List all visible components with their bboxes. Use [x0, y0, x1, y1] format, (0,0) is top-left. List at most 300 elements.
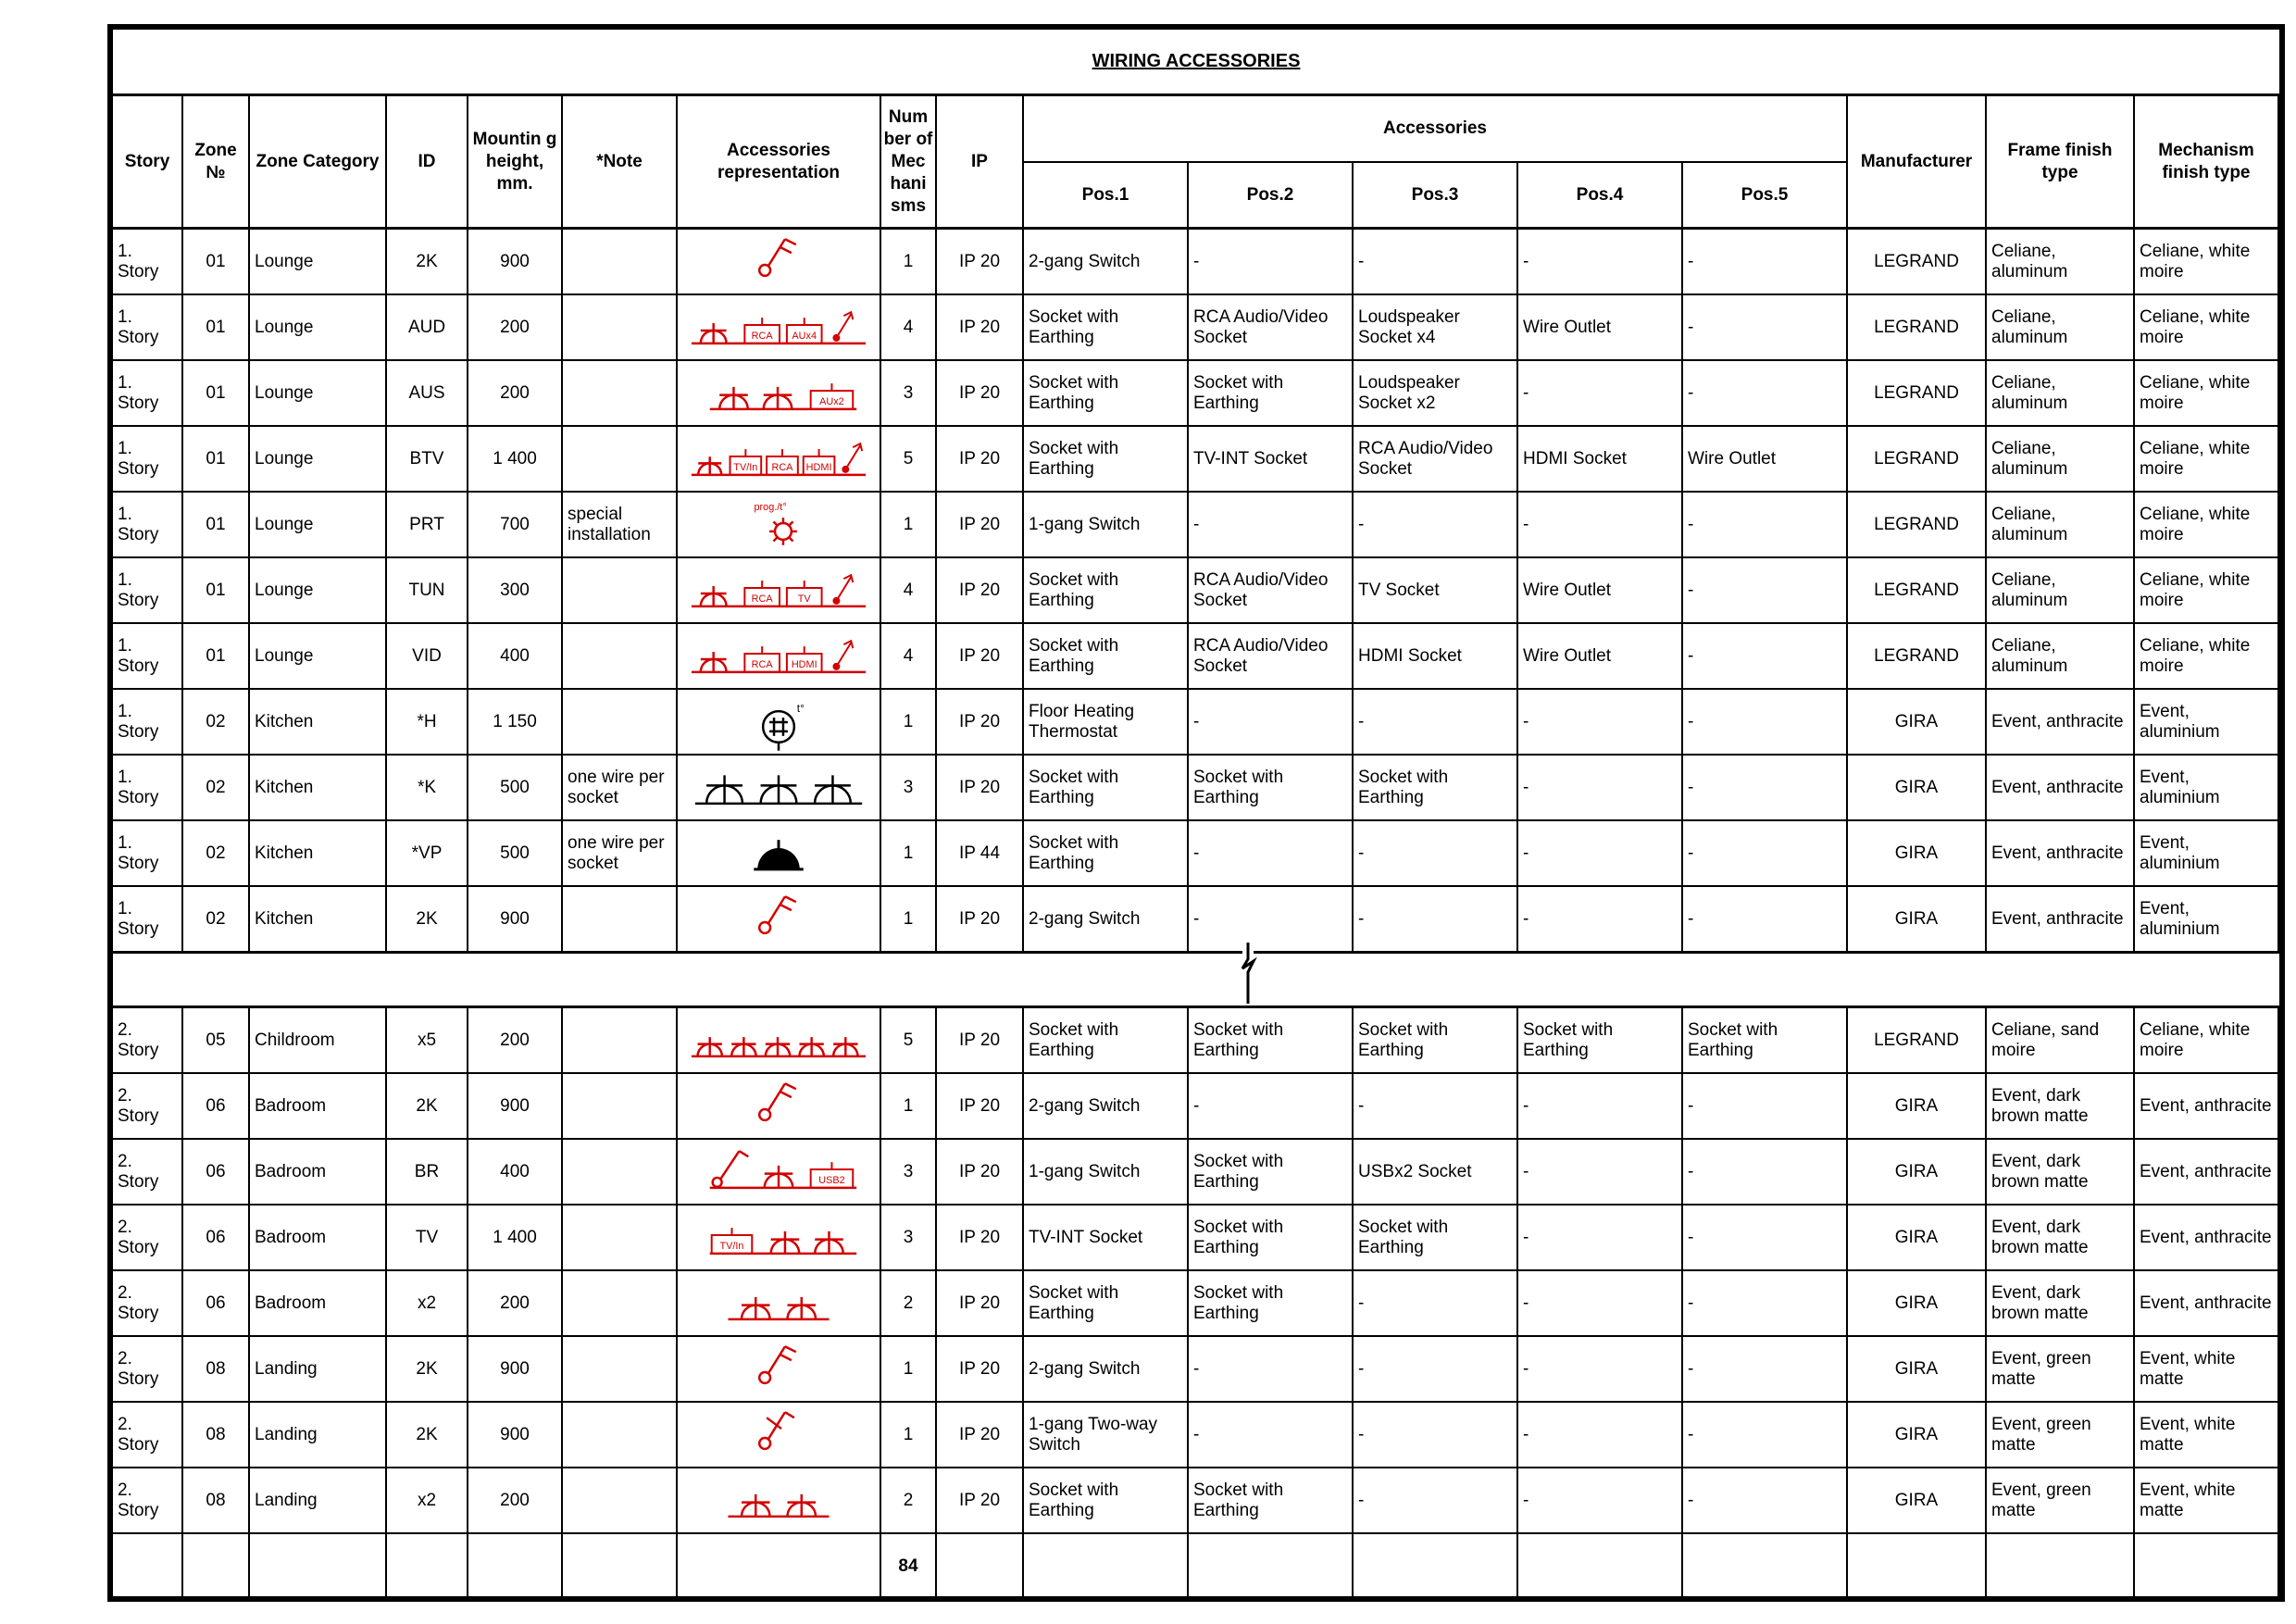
cell-manufacturer: GIRA: [1848, 756, 1987, 819]
cell-p4: -: [1683, 1271, 1848, 1335]
cell-category: Lounge: [250, 427, 387, 491]
cell-id: 2K: [387, 1403, 468, 1467]
cell-p0: 1-gang Two-way Switch: [1024, 1403, 1189, 1467]
cell-p1: RCA Audio/Video Socket: [1189, 295, 1354, 359]
total-empty-cell: [678, 1534, 881, 1598]
header-id: ID: [387, 96, 468, 230]
cell-ip: IP 20: [937, 1468, 1024, 1532]
total-empty-cell: [937, 1534, 1024, 1598]
cell-mech: 1: [881, 1337, 937, 1401]
cell-p0: Socket with Earthing: [1024, 1008, 1189, 1072]
cell-ip: IP 20: [937, 1008, 1024, 1072]
cell-p3: -: [1518, 1337, 1683, 1401]
cell-id: *K: [387, 756, 468, 819]
cell-height: 400: [468, 1140, 563, 1204]
total-empty-cell: [183, 1534, 250, 1598]
cell-height: 500: [468, 821, 563, 885]
cell-p4: -: [1683, 821, 1848, 885]
cell-note: [563, 1008, 678, 1072]
cell-p0: TV-INT Socket: [1024, 1206, 1189, 1269]
svg-text:TV/In: TV/In: [719, 1240, 744, 1252]
cell-zone: 01: [183, 558, 250, 622]
cell-id: *VP: [387, 821, 468, 885]
cell-frame: Celiane, aluminum: [1987, 361, 2135, 425]
cell-frame: Celiane, aluminum: [1987, 295, 2135, 359]
cell-p3: -: [1518, 361, 1683, 425]
cell-p3: -: [1518, 887, 1683, 951]
cell-height: 200: [468, 295, 563, 359]
cell-note: [563, 1074, 678, 1138]
cell-category: Badroom: [250, 1074, 387, 1138]
total-empty-cell: [387, 1534, 468, 1598]
switch2-symbol-icon: [678, 1337, 881, 1401]
cell-ip: IP 20: [937, 1074, 1024, 1138]
total-empty-cell: [1987, 1534, 2135, 1598]
cell-frame: Event, green matte: [1987, 1403, 2135, 1467]
cell-ip: IP 20: [937, 230, 1024, 294]
cell-p0: Socket with Earthing: [1024, 821, 1189, 885]
cell-height: 700: [468, 493, 563, 556]
cell-height: 1 400: [468, 427, 563, 491]
cell-zone: 02: [183, 690, 250, 754]
cell-note: [563, 1271, 678, 1335]
cell-id: AUS: [387, 361, 468, 425]
header-frame: Frame finish type: [1987, 96, 2135, 230]
vp-symbol-icon: [678, 821, 881, 885]
cell-frame: Event, anthracite: [1987, 756, 2135, 819]
cell-p4: -: [1683, 295, 1848, 359]
table-row: [113, 624, 2279, 690]
cell-zone: 06: [183, 1074, 250, 1138]
cell-category: Lounge: [250, 624, 387, 688]
x5-symbol-icon: [678, 1008, 881, 1072]
cell-note: one wire per socket: [563, 821, 678, 885]
cell-p0: 2-gang Switch: [1024, 230, 1189, 294]
cell-id: 2K: [387, 887, 468, 951]
cell-frame: Event, green matte: [1987, 1337, 2135, 1401]
cell-ip: IP 20: [937, 1206, 1024, 1269]
k3-symbol-icon: [678, 756, 881, 819]
cell-manufacturer: GIRA: [1848, 821, 1987, 885]
cell-p4: -: [1683, 1140, 1848, 1204]
cell-manufacturer: LEGRAND: [1848, 493, 1987, 556]
cell-p4: -: [1683, 1403, 1848, 1467]
cell-p2: HDMI Socket: [1354, 624, 1518, 688]
cell-ip: IP 20: [937, 558, 1024, 622]
cell-story: 2. Story: [113, 1206, 183, 1269]
cell-ip: IP 20: [937, 1140, 1024, 1204]
svg-text:RCA: RCA: [751, 658, 773, 670]
cell-frame: Event, anthracite: [1987, 690, 2135, 754]
table-row: [113, 1403, 2279, 1468]
svg-text:TV/In: TV/In: [733, 461, 758, 473]
cell-p2: -: [1354, 1468, 1518, 1532]
cell-zone: 01: [183, 427, 250, 491]
cell-category: Childroom: [250, 1008, 387, 1072]
header-zone: Zone №: [183, 96, 250, 230]
cell-zone: 08: [183, 1337, 250, 1401]
cell-zone: 01: [183, 361, 250, 425]
cell-story: 2. Story: [113, 1337, 183, 1401]
cell-zone: 02: [183, 887, 250, 951]
cell-note: [563, 690, 678, 754]
cell-story: 2. Story: [113, 1468, 183, 1532]
cell-id: x2: [387, 1468, 468, 1532]
cell-mechanism: Celiane, white moire: [2135, 361, 2279, 425]
cell-frame: Event, dark brown matte: [1987, 1140, 2135, 1204]
cell-p1: Socket with Earthing: [1189, 1008, 1354, 1072]
table-row: [113, 1337, 2279, 1403]
cell-category: Lounge: [250, 493, 387, 556]
cell-p1: Socket with Earthing: [1189, 1271, 1354, 1335]
cell-manufacturer: GIRA: [1848, 1140, 1987, 1204]
cell-p2: -: [1354, 1403, 1518, 1467]
cell-mech: 5: [881, 427, 937, 491]
cell-p1: -: [1189, 690, 1354, 754]
cell-p1: -: [1189, 1337, 1354, 1401]
cell-story: 2. Story: [113, 1271, 183, 1335]
cell-mech: 4: [881, 295, 937, 359]
cell-p4: Wire Outlet: [1683, 427, 1848, 491]
table-row: [113, 558, 2279, 624]
header-pos3: Pos.3: [1354, 163, 1518, 230]
cell-p3: -: [1518, 1403, 1683, 1467]
svg-text:AUx2: AUx2: [819, 395, 844, 407]
cell-id: AUD: [387, 295, 468, 359]
cell-frame: Event, dark brown matte: [1987, 1271, 2135, 1335]
total-empty-cell: [1683, 1534, 1848, 1598]
cell-p0: 2-gang Switch: [1024, 1337, 1189, 1401]
cell-p4: Socket with Earthing: [1683, 1008, 1848, 1072]
total-empty-cell: [1518, 1534, 1683, 1598]
svg-text:HDMI: HDMI: [791, 658, 817, 670]
table-row: [113, 493, 2279, 558]
twoway-symbol-icon: [678, 1403, 881, 1467]
cell-story: 1. Story: [113, 558, 183, 622]
cell-manufacturer: GIRA: [1848, 1468, 1987, 1532]
aud-symbol-icon: [678, 295, 881, 359]
cell-p3: -: [1518, 1206, 1683, 1269]
cell-zone: 02: [183, 821, 250, 885]
table-break-gap: [113, 951, 2279, 1008]
cell-mech: 1: [881, 821, 937, 885]
total-empty-cell: [563, 1534, 678, 1598]
cell-id: 2K: [387, 1074, 468, 1138]
cell-frame: Celiane, aluminum: [1987, 427, 2135, 491]
cell-height: 900: [468, 1403, 563, 1467]
total-empty-cell: [1024, 1534, 1189, 1598]
cell-frame: Event, anthracite: [1987, 821, 2135, 885]
cell-p2: -: [1354, 230, 1518, 294]
total-empty-cell: [250, 1534, 387, 1598]
cell-p0: 2-gang Switch: [1024, 887, 1189, 951]
cell-mechanism: Event, white matte: [2135, 1337, 2279, 1401]
cell-id: TV: [387, 1206, 468, 1269]
cell-frame: Event, dark brown matte: [1987, 1074, 2135, 1138]
header-pos1: Pos.1: [1024, 163, 1189, 230]
cell-p3: Wire Outlet: [1518, 295, 1683, 359]
cell-height: 400: [468, 624, 563, 688]
cell-p1: -: [1189, 1074, 1354, 1138]
cell-p2: -: [1354, 821, 1518, 885]
cell-ip: IP 20: [937, 361, 1024, 425]
cell-ip: IP 20: [937, 624, 1024, 688]
prog-symbol-icon: [678, 493, 881, 556]
total-empty-cell: [2135, 1534, 2279, 1598]
cell-id: PRT: [387, 493, 468, 556]
cell-mech: 5: [881, 1008, 937, 1072]
table-row: [113, 427, 2279, 493]
cell-ip: IP 44: [937, 821, 1024, 885]
btv-symbol-icon: [678, 427, 881, 491]
header-story: Story: [113, 96, 183, 230]
cell-zone: 02: [183, 756, 250, 819]
cell-frame: Celiane, aluminum: [1987, 230, 2135, 294]
cell-note: [563, 887, 678, 951]
cell-category: Badroom: [250, 1271, 387, 1335]
cell-mechanism: Celiane, white moire: [2135, 427, 2279, 491]
cell-mechanism: Event, aluminium: [2135, 690, 2279, 754]
cell-p0: 2-gang Switch: [1024, 1074, 1189, 1138]
cell-story: 1. Story: [113, 427, 183, 491]
cell-category: Lounge: [250, 558, 387, 622]
cell-p4: -: [1683, 624, 1848, 688]
cell-p0: 1-gang Switch: [1024, 1140, 1189, 1204]
cell-manufacturer: LEGRAND: [1848, 295, 1987, 359]
table-row: [113, 1140, 2279, 1206]
cell-ip: IP 20: [937, 1337, 1024, 1401]
cell-p0: Socket with Earthing: [1024, 295, 1189, 359]
cell-story: 1. Story: [113, 887, 183, 951]
cell-mechanism: Event, anthracite: [2135, 1074, 2279, 1138]
cell-category: Landing: [250, 1468, 387, 1532]
cell-p4: -: [1683, 1206, 1848, 1269]
cell-p1: -: [1189, 1403, 1354, 1467]
cell-mech: 4: [881, 558, 937, 622]
header-mech: Num ber of Mec hani sms: [881, 96, 937, 230]
total-empty-cell: [1189, 1534, 1354, 1598]
cell-id: BR: [387, 1140, 468, 1204]
cell-p2: -: [1354, 1337, 1518, 1401]
cell-zone: 08: [183, 1403, 250, 1467]
cell-p3: -: [1518, 493, 1683, 556]
cell-manufacturer: GIRA: [1848, 1206, 1987, 1269]
cell-manufacturer: GIRA: [1848, 887, 1987, 951]
cell-p3: -: [1518, 690, 1683, 754]
cell-manufacturer: LEGRAND: [1848, 1008, 1987, 1072]
cell-p4: -: [1683, 1468, 1848, 1532]
cell-mechanism: Celiane, white moire: [2135, 230, 2279, 294]
cell-frame: Celiane, aluminum: [1987, 624, 2135, 688]
svg-text:RCA: RCA: [751, 593, 773, 605]
switch2-symbol-icon: [678, 230, 881, 294]
cell-story: 2. Story: [113, 1074, 183, 1138]
cell-height: 200: [468, 1008, 563, 1072]
cell-note: [563, 427, 678, 491]
cell-manufacturer: LEGRAND: [1848, 558, 1987, 622]
cell-mechanism: Event, anthracite: [2135, 1206, 2279, 1269]
svg-text:USB2: USB2: [818, 1174, 845, 1186]
cell-zone: 01: [183, 493, 250, 556]
total-empty-cell: [113, 1534, 183, 1598]
cell-height: 900: [468, 230, 563, 294]
wiring-accessories-sheet: [107, 24, 2285, 1602]
total-mechanisms: 84: [881, 1534, 937, 1598]
svg-text:TV: TV: [797, 593, 811, 605]
cell-frame: Celiane, sand moire: [1987, 1008, 2135, 1072]
cell-p2: Socket with Earthing: [1354, 1008, 1518, 1072]
cell-story: 1. Story: [113, 230, 183, 294]
cell-story: 1. Story: [113, 624, 183, 688]
svg-text:RCA: RCA: [771, 461, 793, 473]
cell-ip: IP 20: [937, 493, 1024, 556]
cell-category: Lounge: [250, 295, 387, 359]
cell-mech: 2: [881, 1271, 937, 1335]
cell-p1: Socket with Earthing: [1189, 756, 1354, 819]
tv-symbol-icon: [678, 1206, 881, 1269]
cell-manufacturer: LEGRAND: [1848, 624, 1987, 688]
cell-story: 1. Story: [113, 295, 183, 359]
cell-id: BTV: [387, 427, 468, 491]
cell-category: Kitchen: [250, 887, 387, 951]
cell-p1: Socket with Earthing: [1189, 1140, 1354, 1204]
header-pos5: Pos.5: [1683, 163, 1848, 230]
cell-ip: IP 20: [937, 295, 1024, 359]
cell-zone: 08: [183, 1468, 250, 1532]
cell-height: 500: [468, 756, 563, 819]
cell-category: Kitchen: [250, 690, 387, 754]
cell-p1: -: [1189, 493, 1354, 556]
cell-height: 1 400: [468, 1206, 563, 1269]
cell-zone: 06: [183, 1206, 250, 1269]
cell-note: [563, 1206, 678, 1269]
cell-zone: 01: [183, 295, 250, 359]
cell-p1: RCA Audio/Video Socket: [1189, 558, 1354, 622]
cell-note: [563, 558, 678, 622]
svg-text:t°: t°: [796, 701, 805, 715]
cell-p2: Loudspeaker Socket x4: [1354, 295, 1518, 359]
table-row: [113, 756, 2279, 821]
cell-mechanism: Event, aluminium: [2135, 821, 2279, 885]
cell-p2: USBx2 Socket: [1354, 1140, 1518, 1204]
cell-p1: -: [1189, 821, 1354, 885]
cell-ip: IP 20: [937, 1271, 1024, 1335]
header-manufacturer: Manufacturer: [1848, 96, 1987, 230]
cell-category: Lounge: [250, 361, 387, 425]
cell-height: 900: [468, 887, 563, 951]
cell-note: [563, 1140, 678, 1204]
cell-mech: 2: [881, 1468, 937, 1532]
cell-id: *H: [387, 690, 468, 754]
switch2-symbol-icon: [678, 1074, 881, 1138]
cell-category: Badroom: [250, 1140, 387, 1204]
cell-p0: Socket with Earthing: [1024, 1271, 1189, 1335]
cell-category: Badroom: [250, 1206, 387, 1269]
cell-p1: TV-INT Socket: [1189, 427, 1354, 491]
cell-id: x2: [387, 1271, 468, 1335]
cell-p2: -: [1354, 1271, 1518, 1335]
cell-note: [563, 230, 678, 294]
cell-p2: -: [1354, 1074, 1518, 1138]
cell-p4: -: [1683, 493, 1848, 556]
cell-note: [563, 295, 678, 359]
cell-note: special installation: [563, 493, 678, 556]
cell-story: 2. Story: [113, 1403, 183, 1467]
cell-p0: 1-gang Switch: [1024, 493, 1189, 556]
cell-p3: -: [1518, 756, 1683, 819]
cell-mech: 3: [881, 756, 937, 819]
cell-category: Lounge: [250, 230, 387, 294]
cell-mech: 3: [881, 1140, 937, 1204]
svg-text:prog./t°: prog./t°: [754, 501, 787, 513]
thermo-symbol-icon: [678, 690, 881, 754]
cell-p1: -: [1189, 887, 1354, 951]
cell-mech: 1: [881, 690, 937, 754]
cell-mech: 3: [881, 1206, 937, 1269]
cell-p1: Socket with Earthing: [1189, 1468, 1354, 1532]
cell-ip: IP 20: [937, 887, 1024, 951]
cell-category: Kitchen: [250, 821, 387, 885]
cell-p3: HDMI Socket: [1518, 427, 1683, 491]
header-note: *Note: [563, 96, 678, 230]
cell-p1: RCA Audio/Video Socket: [1189, 624, 1354, 688]
cell-p2: RCA Audio/Video Socket: [1354, 427, 1518, 491]
cell-p0: Socket with Earthing: [1024, 624, 1189, 688]
table-row: [113, 230, 2279, 295]
cell-p2: Socket with Earthing: [1354, 1206, 1518, 1269]
cell-story: 1. Story: [113, 756, 183, 819]
cell-p4: -: [1683, 1074, 1848, 1138]
cell-note: one wire per socket: [563, 756, 678, 819]
cell-height: 200: [468, 361, 563, 425]
cell-note: [563, 1403, 678, 1467]
total-empty-cell: [468, 1534, 563, 1598]
header-category: Zone Category: [250, 96, 387, 230]
cell-height: 900: [468, 1337, 563, 1401]
cell-id: 2K: [387, 230, 468, 294]
vid-symbol-icon: [678, 624, 881, 688]
cell-category: Kitchen: [250, 756, 387, 819]
table-row: [113, 361, 2279, 427]
cell-note: [563, 361, 678, 425]
table-row: [113, 690, 2279, 756]
cell-story: 1. Story: [113, 493, 183, 556]
cell-manufacturer: LEGRAND: [1848, 230, 1987, 294]
cell-manufacturer: GIRA: [1848, 1074, 1987, 1138]
cell-height: 200: [468, 1468, 563, 1532]
cell-zone: 06: [183, 1140, 250, 1204]
cell-p0: Socket with Earthing: [1024, 361, 1189, 425]
cell-story: 2. Story: [113, 1008, 183, 1072]
cell-category: Landing: [250, 1403, 387, 1467]
cell-mech: 1: [881, 887, 937, 951]
cell-zone: 06: [183, 1271, 250, 1335]
cell-p3: Wire Outlet: [1518, 624, 1683, 688]
svg-text:AUx4: AUx4: [792, 330, 817, 342]
x2-symbol-icon: [678, 1468, 881, 1532]
cell-manufacturer: GIRA: [1848, 1403, 1987, 1467]
table-row: [113, 887, 2279, 953]
cell-p0: Floor Heating Thermostat: [1024, 690, 1189, 754]
cell-mech: 1: [881, 230, 937, 294]
cell-frame: Event, green matte: [1987, 1468, 2135, 1532]
cell-p1: -: [1189, 230, 1354, 294]
cell-p2: Loudspeaker Socket x2: [1354, 361, 1518, 425]
cell-height: 300: [468, 558, 563, 622]
cell-mech: 3: [881, 361, 937, 425]
cell-ip: IP 20: [937, 427, 1024, 491]
cell-manufacturer: LEGRAND: [1848, 427, 1987, 491]
